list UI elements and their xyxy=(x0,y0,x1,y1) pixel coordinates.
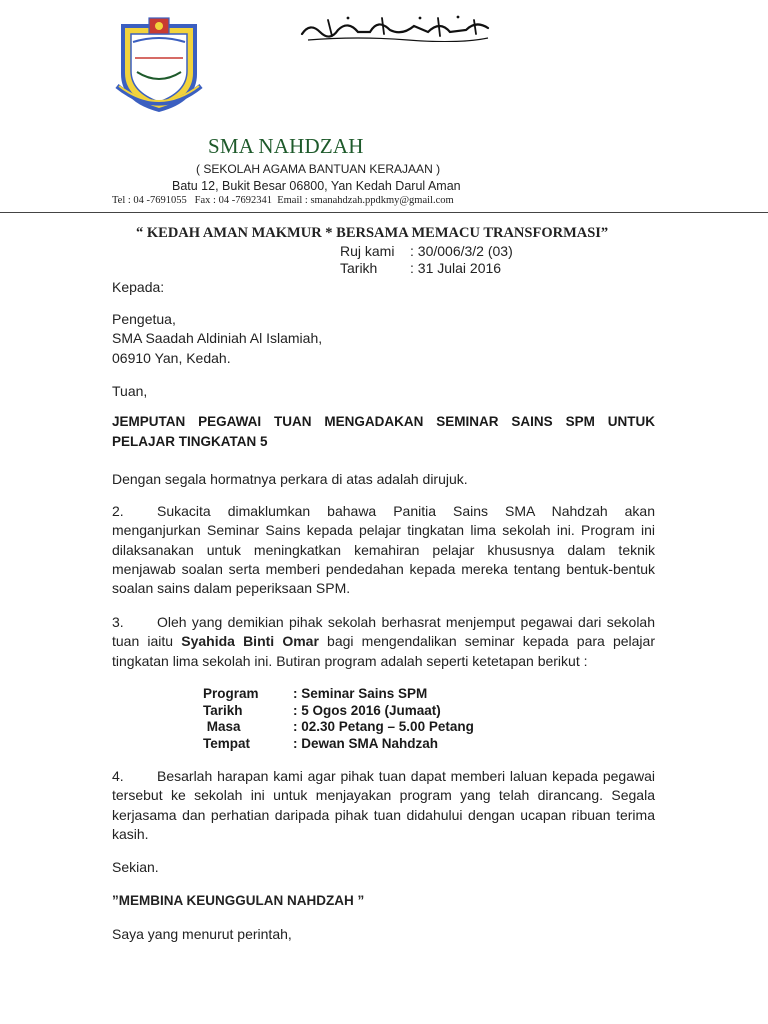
paragraph-2 xyxy=(112,502,655,598)
title-word: SAINS xyxy=(511,414,553,429)
paragraph-text: bagi mengendalikan seminar kepada para pelajar tingkatan lima sekolah ini. Butiran program adalah seperti ketetapan berikut : xyxy=(112,633,655,669)
program-label: Tarikh xyxy=(203,702,243,718)
recipient-line: Pengetua, xyxy=(112,311,176,327)
school-crest-icon xyxy=(111,16,207,114)
title-word: SEMINAR xyxy=(436,414,499,429)
recipient-block xyxy=(112,310,655,368)
program-row xyxy=(203,736,474,753)
arabic-calligraphy-icon xyxy=(298,14,494,42)
recipient-line: SMA Saadah Aldiniah Al Islamiah, xyxy=(112,330,323,347)
paragraph-text: Besarlah harapan kami agar pihak tuan dapat memberi laluan kepada pegawai tersebut ke sekolah ini untuk menjayakan program yang telah dirancang. Segala kerjasama dan perhatian daripada pihak tuan didahului dengan ucapan ribuan terima kasih. xyxy=(112,768,655,842)
program-label: Program xyxy=(203,686,259,701)
program-value: : Seminar Sains SPM xyxy=(293,686,428,701)
ruj-value: : 30/006/3/2 (03) xyxy=(410,243,513,259)
title-word: TUAN xyxy=(274,414,312,429)
paragraph-4 xyxy=(112,767,655,844)
title-line-1 xyxy=(112,412,655,432)
school-name: SMA NAHDZAH xyxy=(208,134,364,158)
program-details xyxy=(203,686,474,752)
signoff: Saya yang menurut perintah, xyxy=(112,926,292,942)
paragraph-text: Sukacita dimaklumkan bahawa Panitia Sains SMA Nahdzah akan menganjurkan Seminar Sains kepada pelajar tingkatan lima sekolah ini. Program ini dilaksanakan untuk meningkatkan kemahiran pelajar khususnya dalam teknik menjawab soalan serta memberi pendedahan kepada mereka tentang bentuk-bentuk soalan sains dalam peperiksaan SPM. xyxy=(112,503,655,597)
school-contact: Tel : 04 -7691055 Fax : 04 -7692341 Email : smanahdzah.ppdkmy@gmail.com xyxy=(112,195,454,206)
program-row xyxy=(203,719,474,736)
program-label: Tempat xyxy=(203,735,251,751)
invited-officer-name: Syahida Binti Omar xyxy=(181,633,319,650)
paragraph-3 xyxy=(112,613,655,671)
title-line-2: PELAJAR TINGKATAN 5 xyxy=(112,433,268,449)
paragraph-number: 4. xyxy=(112,768,124,784)
school-subtitle: ( SEKOLAH AGAMA BANTUAN KERAJAAN ) xyxy=(196,162,441,176)
paragraph-1: Dengan segala hormatnya perkara di atas adalah dirujuk. xyxy=(112,471,468,487)
slogan: ”MEMBINA KEUNGGULAN NAHDZAH ” xyxy=(112,893,365,908)
paragraph-number: 3. xyxy=(112,614,124,630)
title-word: MENGADAKAN xyxy=(324,414,424,429)
program-value: : 02.30 Petang – 5.00 Petang xyxy=(293,719,474,734)
title-word: SPM xyxy=(565,414,595,429)
reference-ruj xyxy=(340,243,513,259)
program-value: : 5 Ogos 2016 (Jumaat) xyxy=(293,702,441,718)
paragraph-text: Oleh yang demikian pihak sekolah berhasrat menjemput pegawai dari sekolah tuan iaitu xyxy=(112,614,655,650)
title-word: JEMPUTAN xyxy=(112,414,186,429)
tarikh-label: Tarikh xyxy=(340,260,378,276)
salutation: Tuan, xyxy=(112,383,148,399)
reference-tarikh xyxy=(340,260,501,276)
program-value: : Dewan SMA Nahdzah xyxy=(293,735,439,751)
motto: “ KEDAH AMAN MAKMUR * BERSAMA MEMACU TRANSFORMASI” xyxy=(136,225,609,241)
paragraph-number: 2. xyxy=(112,503,124,519)
title-word: PEGAWAI xyxy=(198,414,262,429)
program-row xyxy=(203,686,474,703)
recipient-line: 06910 Yan, Kedah. xyxy=(112,349,231,366)
ruj-label: Ruj kami xyxy=(340,243,395,259)
closing: Sekian. xyxy=(112,859,159,875)
program-label: Masa xyxy=(203,719,241,734)
header-divider xyxy=(0,212,768,213)
tarikh-value: : 31 Julai 2016 xyxy=(410,260,502,276)
school-address: Batu 12, Bukit Besar 06800, Yan Kedah Darul Aman xyxy=(172,179,461,193)
program-row xyxy=(203,703,474,720)
title-word: UNTUK xyxy=(607,414,655,429)
letter-title xyxy=(112,412,655,451)
recipient-kepada: Kepada: xyxy=(112,279,165,295)
